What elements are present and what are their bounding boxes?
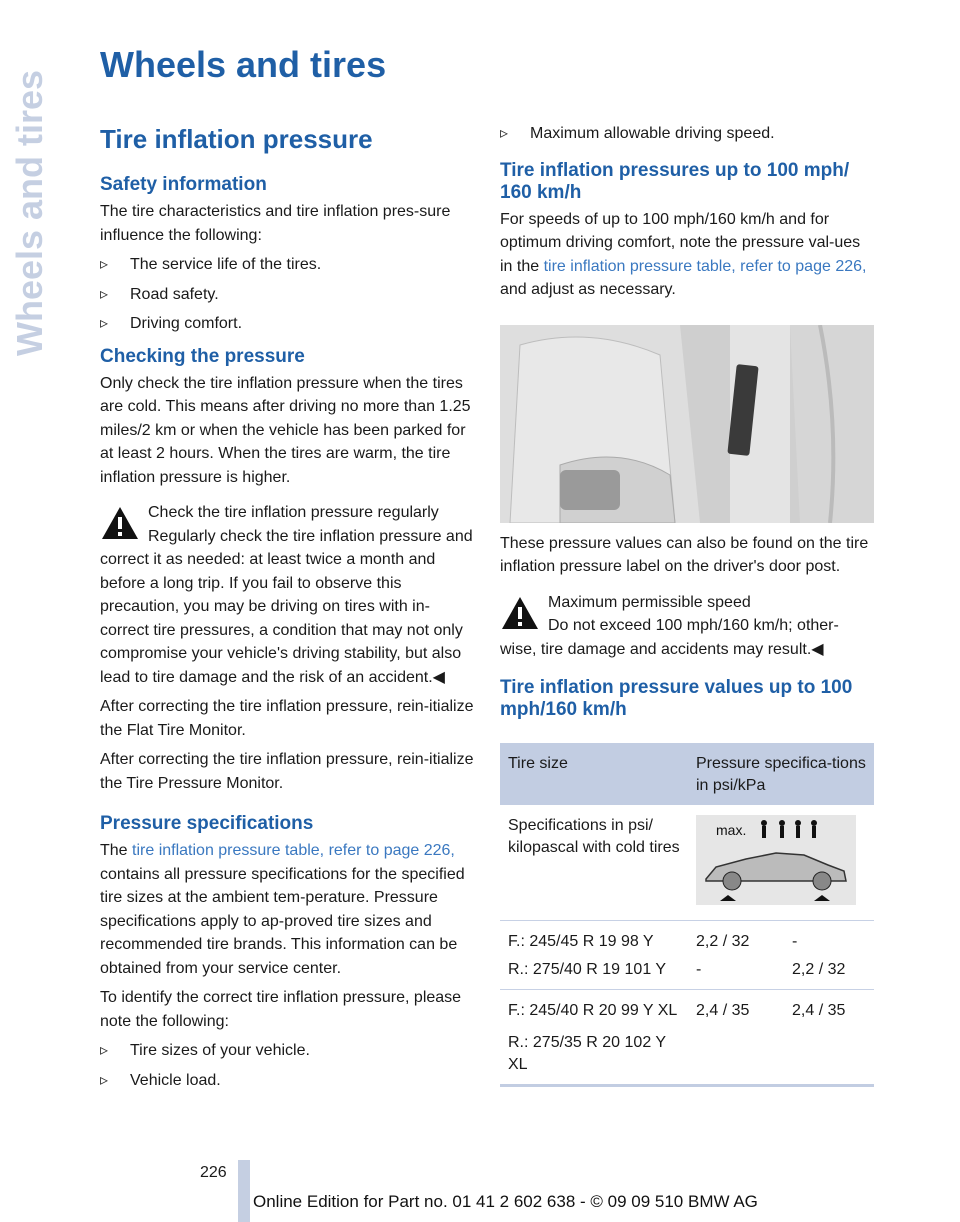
table-cell: 2,4 / 35 [688,990,784,1086]
left-column [100,124,474,1102]
list-item: ▹ Road safety. [100,283,474,307]
page-title: Wheels and tires [100,44,387,85]
pressure-specs-heading: Pressure specifications [100,813,314,834]
list-item: ▹ The service life of the tires. [100,253,474,277]
footer-text: Online Edition for Part no. 01 41 2 602 638 - © 09 09 510 BMW AG [253,1192,758,1211]
safety-heading: Safety information [100,174,267,195]
right-top-list [500,122,874,146]
warning-title: Maximum permissible speed [548,593,751,611]
list-item: ▹ Vehicle load. [100,1069,474,1093]
safety-list [100,253,474,336]
door-post-photo [500,325,874,523]
table-header: Tire size [500,743,688,805]
table-cell: 2,4 / 35 [784,990,874,1086]
list-item: ▹ Driving comfort. [100,312,474,336]
table-cell: - 2,2 / 32 [784,921,874,990]
table-link[interactable]: tire inflation pressure table, refer to page 226, [543,257,867,275]
list-item: ▹ Maximum allowable driving speed. [500,122,874,146]
load-label: max. [716,822,747,838]
warning-block [100,501,474,689]
page-bar [238,1160,250,1222]
table-cell: F.: 245/45 R 19 98 Y R.: 275/40 R 19 101 Y [500,921,688,990]
identify-text: To identify the correct tire inflation pressure, please note the following: [100,989,462,1030]
table-header: Pressure specifica-tions in psi/kPa [688,743,874,805]
values-heading: Tire inflation pressure values up to 100 mph/160 km/h [500,677,853,720]
after-text-2: After correcting the tire inflation pressure, rein-itialize the Tire Pressure Monitor. [100,751,474,792]
pressure-table [500,743,874,1087]
up-to-100-heading: Tire inflation pressures up to 100 mph/ 160 km/h [500,159,850,203]
page-number: 226 [200,1164,227,1181]
section-title: Tire inflation pressure [100,124,373,154]
table-row [500,921,874,990]
safety-intro: The tire characteristics and tire inflation pres-sure influence the following: [100,203,451,244]
table-cell: F.: 245/40 R 20 99 Y XL R.: 275/35 R 20 102 Y XL [500,990,688,1086]
warning-title: Check the tire inflation pressure regularly [148,504,439,521]
table-link[interactable]: tire inflation pressure table, refer to page 226, [132,842,455,859]
warning-icon [500,595,540,631]
after-text-1: After correcting the tire inflation pressure, rein-itialize the Flat Tire Monitor. [100,698,474,739]
warning-text: Do not exceed 100 mph/160 km/h; other-wise, tire damage and accidents may result.◀ [500,617,839,658]
identify-list [100,1039,474,1092]
checking-heading: Checking the pressure [100,345,305,367]
warning-text: Regularly check the tire inflation pressure and correct it as needed: at least twice a month and before a long trip. If you fail to observe this precaution, you may be driving on tires with in-correct tire pressures, a condition that may not only compromise your vehicle's driving stability, but also lead to tire damage and the risk of an accident.◀ [100,527,473,686]
table-cell: 2,2 / 32 - [688,921,784,990]
load-icon-cell [688,805,874,921]
list-item: ▹ Tire sizes of your vehicle. [100,1039,474,1063]
side-tab-label: Wheels and tires [9,69,50,356]
table-row [500,990,874,1086]
speed-warning-block [500,591,874,662]
warning-icon [100,505,140,541]
pressure-specs-text: The tire inflation pressure table, refer to page 226, contains all pressure specifications for the specified tire sizes at the ambient tem-perature. Pressure specifications apply to ap-proved tire sizes and recommended tire brands. This information can be obtained from your service center. [100,842,465,977]
label-text: These pressure values can also be found on the tire inflation pressure label on the driver's door post. [500,534,869,575]
car-load-icon [696,815,856,905]
up-to-100-text: For speeds of up to 100 mph/160 km/h and for optimum driving comfort, note the pressure val-ues in the tire inflation pressure table, refer to page 226, and adjust as necessary. [500,210,867,298]
table-cell: Specifications in psi/ kilopascal with cold tires [500,805,688,921]
checking-text: Only check the tire inflation pressure when the tires are cold. This means after driving no more than 1.25 miles/2 km or when the vehicle has been parked for at least 2 hours. When the tires are warm, the tire inflation pressure is higher. [100,374,471,486]
right-column [500,122,874,1087]
side-tab [4,46,56,356]
